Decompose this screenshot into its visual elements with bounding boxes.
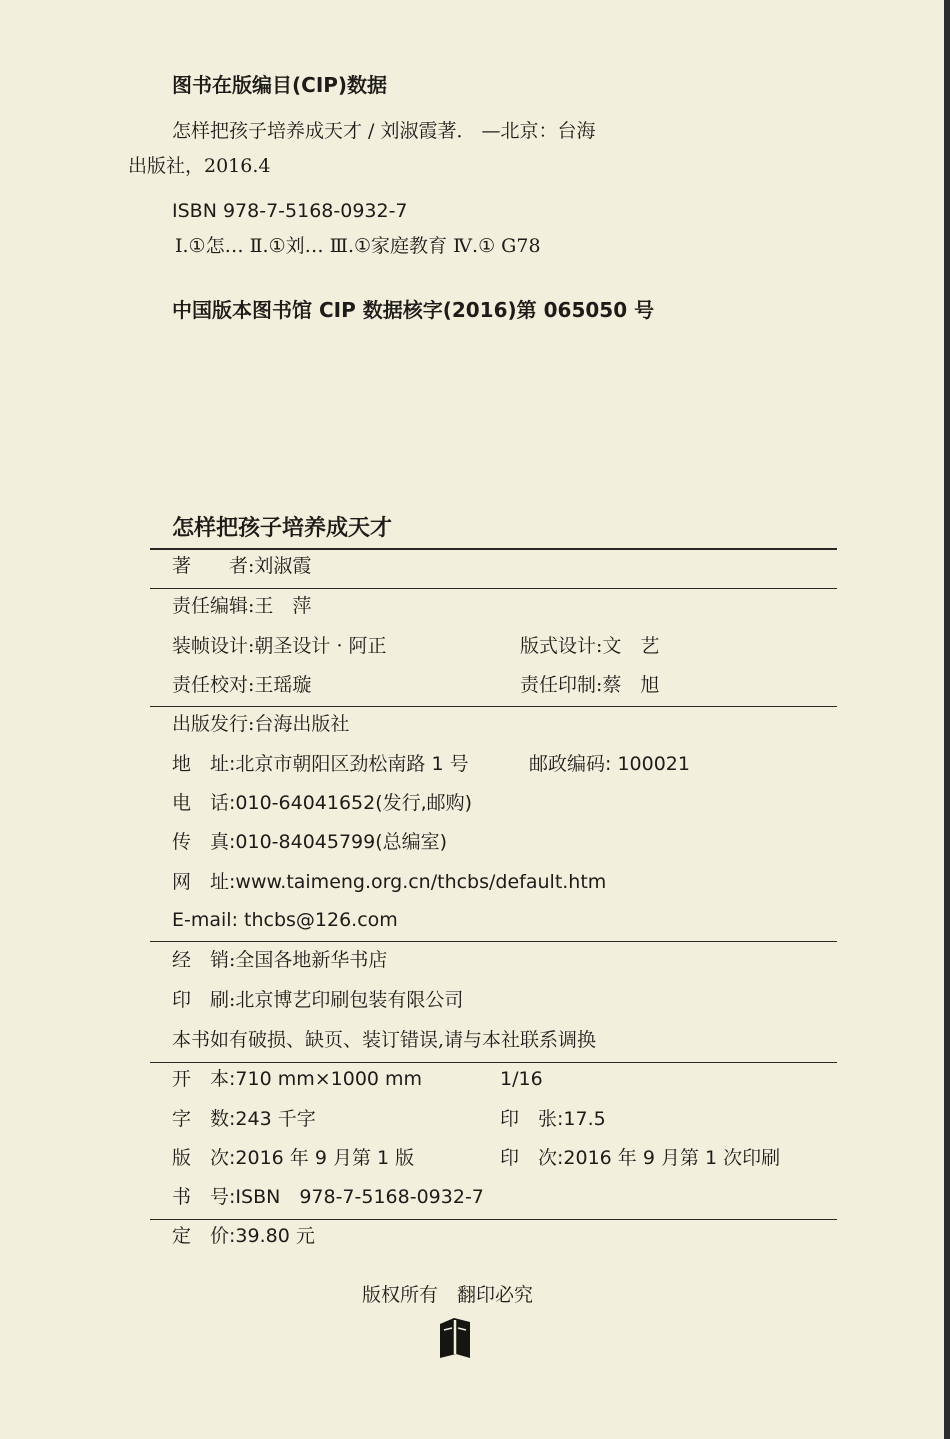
page-edge (944, 0, 950, 1439)
fax-row: 传 真:010-84045799(总编室) (172, 831, 448, 853)
divider (150, 548, 837, 550)
cip-isbn: ISBN 978-7-5168-0932-7 (172, 200, 408, 222)
book-title: 怎样把孩子培养成天才 (172, 516, 393, 541)
edition-row: 版 次:2016 年 9 月第 1 版 (172, 1147, 415, 1169)
printing-row: 印 次:2016 年 9 月第 1 次印刷 (500, 1147, 781, 1169)
author-row: 著 者:刘淑霞 (172, 555, 312, 577)
divider (150, 1219, 837, 1220)
phone-row: 电 话:010-64041652(发行,邮购) (172, 792, 473, 814)
cip-verification: 中国版本图书馆 CIP 数据核字(2016)第 065050 号 (172, 298, 655, 322)
sheets-row: 印 张:17.5 (500, 1108, 606, 1130)
editor-row: 责任编辑:王 萍 (172, 595, 312, 617)
website-row: 网 址:www.taimeng.org.cn/thcbs/default.htm (172, 871, 607, 893)
word-count-row: 字 数:243 千字 (172, 1108, 316, 1130)
divider (150, 941, 837, 942)
cip-heading: 图书在版编目(CIP)数据 (172, 73, 388, 97)
divider (150, 706, 837, 707)
copyright-notice: 版权所有 翻印必究 (362, 1284, 534, 1306)
cip-line-1: 怎样把孩子培养成天才 / 刘淑霞著． —北京：台海 (172, 120, 596, 142)
divider (150, 1062, 837, 1063)
email-row: E-mail: thcbs@126.com (172, 909, 398, 931)
publisher-row: 出版发行:台海出版社 (172, 713, 350, 735)
print-manager-row: 责任印制:蔡 旭 (520, 674, 660, 696)
cip-classification: Ⅰ.①怎… Ⅱ.①刘… Ⅲ.①家庭教育 Ⅳ.① G78 (175, 235, 541, 257)
postcode-row: 邮政编码: 100021 (529, 753, 690, 775)
cover-design-row: 装帧设计:朝圣设计 · 阿正 (172, 635, 387, 657)
book-number-row: 书 号:ISBN 978-7-5168-0932-7 (172, 1186, 484, 1208)
proofreader-row: 责任校对:王瑶璇 (172, 674, 312, 696)
notice-row: 本书如有破损、缺页、装订错误,请与本社联系调换 (172, 1029, 597, 1051)
address-row: 地 址:北京市朝阳区劲松南路 1 号 (172, 753, 469, 775)
cip-line-2: 出版社，2016.4 (128, 155, 271, 177)
publisher-logo-icon (438, 1316, 472, 1360)
printer-row: 印 刷:北京博艺印刷包装有限公司 (172, 989, 464, 1011)
format-fraction: 1/16 (500, 1068, 543, 1090)
format-row: 开 本:710 mm×1000 mm (172, 1068, 423, 1090)
price-row: 定 价:39.80 元 (172, 1225, 315, 1247)
divider (150, 588, 837, 589)
layout-design-row: 版式设计:文 艺 (520, 635, 660, 657)
distributor-row: 经 销:全国各地新华书店 (172, 949, 388, 971)
